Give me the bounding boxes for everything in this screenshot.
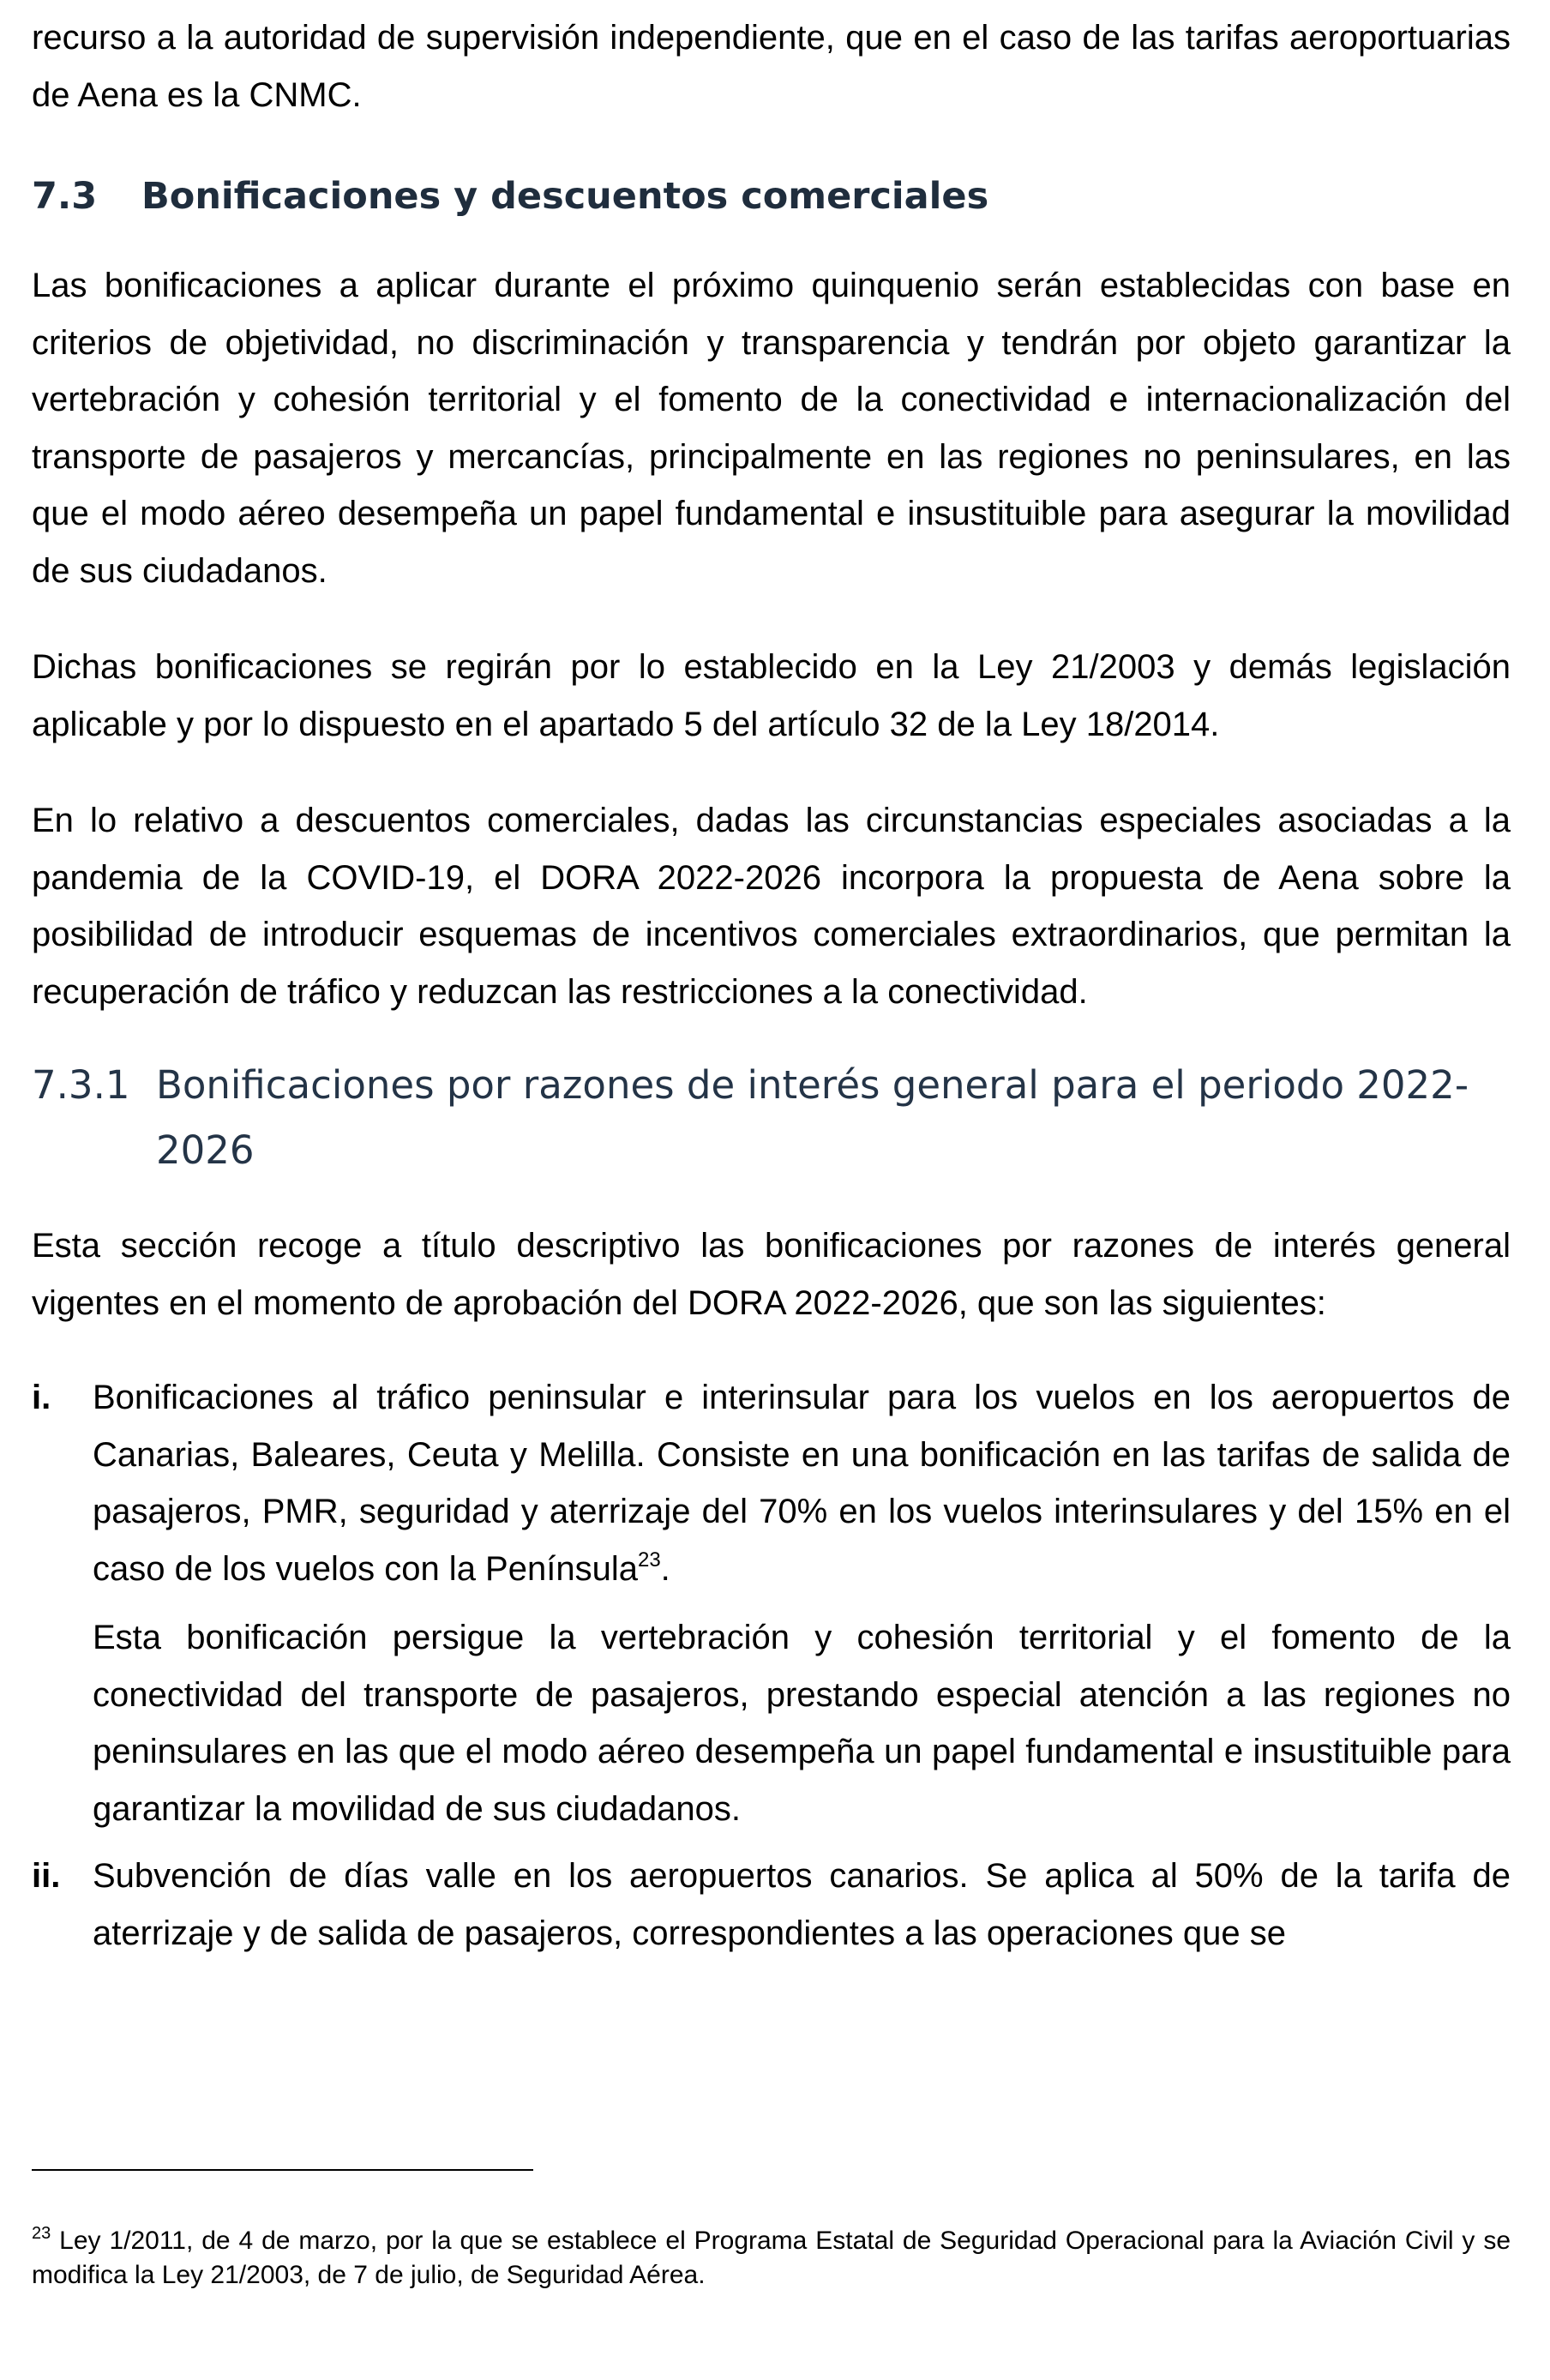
section-heading-7-3-1	[32, 1053, 1511, 1183]
intro-paragraph: recurso a la autoridad de supervisión independiente, que en el caso de las tarifas aeroportuarias de Aena es la CNMC.	[32, 19, 1511, 114]
section-title: Bonificaciones y descuentos comerciales	[141, 175, 989, 218]
footnote-separator	[32, 2169, 533, 2171]
footnote-text: Ley 1/2011, de 4 de marzo, por la que se establece el Programa Estatal de Seguridad Operacional para la Aviación Civil y se modifica la Ley 21/2003, de 7 de julio, de Seguridad Aérea.	[32, 2227, 1511, 2289]
subsection-number: 7.3.1	[32, 1062, 130, 1108]
document-page	[32, 0, 1511, 1962]
footnote-number: 23	[32, 2224, 51, 2243]
paragraph-legislacion: Dichas bonificaciones se regirán por lo establecido en la Ley 21/2003 y demás legislación aplicable y por lo dispuesto en el apartado 5 del artículo 32 de la Ley 18/2014.	[32, 648, 1511, 743]
list-item	[32, 1369, 1511, 1837]
section-heading-7-3	[32, 168, 1511, 225]
list-marker: ii.	[32, 1857, 61, 1895]
section-number: 7.3	[32, 175, 98, 218]
paragraph-section-intro: Esta sección recoge a título descriptivo las bonificaciones por razones de interés general vigentes en el momento de aprobación del DORA 2022-2026, que son las siguientes:	[32, 1227, 1511, 1322]
list-marker: i.	[32, 1379, 51, 1416]
list-item-text: Bonificaciones al tráfico peninsular e interinsular para los vuelos en los aeropuertos de Canarias, Baleares, Ceuta y Melilla. Consiste en una bonificación en las tarifas de salida de pasajeros, PMR, seguridad y aterrizaje del 70% en los vuelos interinsulares y del 15% en el caso de los vuelos con la Península$^{23}$.	[93, 1379, 1511, 1588]
subsection-title: Bonificaciones por razones de interés general para el periodo 2022-2026	[156, 1062, 1469, 1173]
footnote-reference[interactable]: 23	[637, 1548, 661, 1572]
list-item-text: Subvención de días valle en los aeropuertos canarios. Se aplica al 50% de la tarifa de aterrizaje y de salida de pasajeros, correspondientes a las operaciones que se	[93, 1857, 1511, 1952]
list-item-continuation: Esta bonificación persigue la vertebración y cohesión territorial y el fomento de la conectividad del transporte de pasajeros, prestando especial atención a las regiones no peninsulares en las que el modo aéreo desempeña un papel fundamental e insustituible para garantizar la movilidad de sus ciudadanos.	[93, 1619, 1511, 1828]
footnote	[32, 2224, 1511, 2293]
paragraph-descuentos: En lo relativo a descuentos comerciales, dadas las circunstancias especiales asociadas a la pandemia de la COVID-19, el DORA 2022-2026 incorpora la propuesta de Aena sobre la posibilidad de introducir esquemas de incentivos comerciales extraordinarios, que permitan la recuperación de tráfico y reduzcan las restricciones a la conectividad.	[32, 802, 1511, 1011]
paragraph-bonificaciones: Las bonificaciones a aplicar durante el próximo quinquenio serán establecidas con base en criterios de objetividad, no discriminación y transparencia y tendrán por objeto garantizar la vertebración y cohesión territorial y el fomento de la conectividad e internacionalización del transporte de pasajeros y mercancías, principalmente en las regiones no peninsulares, en las que el modo aéreo desempeña un papel fundamental e insustituible para asegurar la movilidad de sus ciudadanos.	[32, 267, 1511, 590]
list-item	[32, 1848, 1511, 1962]
